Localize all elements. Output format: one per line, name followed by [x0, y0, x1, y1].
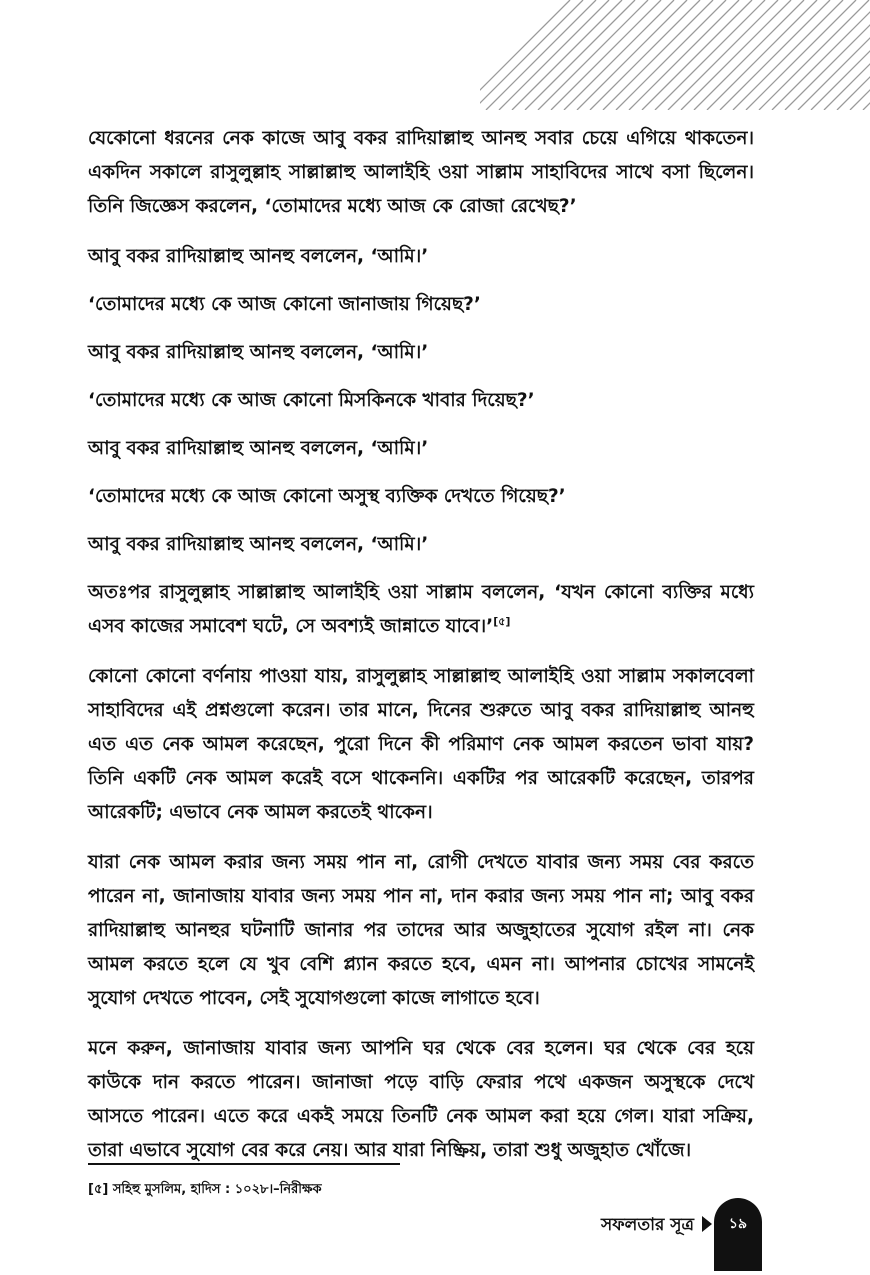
paragraph-11: যারা নেক আমল করার জন্য সময় পান না, রোগী দেখতে যাবার জন্য সময় বের করতে পারেন না, জানাজায় যাবার জন্য সময় পান না, দান করার জন্য সময় পান না; আবু বকর রাদিয়াল্লাহু আনহুর ঘটনাটি জানার পর তাদের আর অজুহাতের সুযোগ রইল না। নেক আমল করতে হলে যে খুব বেশি প্ল্যান করতে হবে, এমন না। আপনার চোখের সামনেই সুযোগ দেখতে পাবেন, সেই সুযোগগুলো কাজে লাগাতে হবে। [88, 852, 754, 1009]
page-number-tab [714, 1198, 762, 1271]
paragraph-2: আবু বকর রাদিয়াল্লাহু আনহু বললেন, ‘আমি।’ [88, 246, 429, 267]
paragraph-7: ‘তোমাদের মধ্যে কে আজ কোনো অসুস্থ ব্যক্তিক দেখতে গিয়েছ?’ [88, 486, 566, 507]
paragraph-4: আবু বকর রাদিয়াল্লাহু আনহু বললেন, ‘আমি।’ [88, 342, 429, 363]
play-arrow-icon [702, 1216, 712, 1232]
paragraph-1: যেকোনো ধরনের নেক কাজে আবু বকর রাদিয়াল্লাহু আনহু সবার চেয়ে এগিয়ে থাকতেন। একদিন সকালে রাসুলুল্লাহ সাল্লাল্লাহু আলাইহি ওয়া সাল্লাম সাহাবিদের সাথে বসা ছিলেন। তিনি জিজ্ঞেস করলেন, ‘তোমাদের মধ্যে আজ কে রোজা রেখেছ?’ [88, 128, 754, 217]
paragraph-10: কোনো কোনো বর্ণনায় পাওয়া যায়, রাসুলুল্লাহ সাল্লাল্লাহু আলাইহি ওয়া সাল্লাম সকালবেলা সাহাবিদের এই প্রশ্নগুলো করেন। তার মানে, দিনের শুরুতে আবু বকর রাদিয়াল্লাহু আনহু এত এত নেক আমল করেছেন, পুরো দিনে কী পরিমাণ নেক আমল করতেন ভাবা যায়? তিনি একটি নেক আমল করেই বসে থাকেননি। একটির পর আরেকটি করেছেন, তারপর আরেকটি; এভাবে নেক আমল করতেই থাকেন। [88, 666, 754, 823]
footnote-ref[interactable]: [৫] [493, 614, 511, 628]
paragraph-3: ‘তোমাদের মধ্যে কে আজ কোনো জানাজায় গিয়েছ?’ [88, 294, 481, 315]
footnote-divider [88, 1163, 400, 1165]
page-number: ১৯ [728, 1216, 748, 1232]
page-footer [450, 1198, 870, 1271]
paragraph-9-text: অতঃপর রাসুলুল্লাহ সাল্লাল্লাহু আলাইহি ওয়া সাল্লাম বললেন, ‘যখন কোনো ব্যক্তির মধ্যে এসব কাজের সমাবেশ ঘটে, সে অবশ্যই জান্নাতে যাবে।’ [88, 582, 754, 637]
paragraph-12: মনে করুন, জানাজায় যাবার জন্য আপনি ঘর থেকে বের হলেন। ঘর থেকে বের হয়ে কাউকে দান করতে পারেন। জানাজা পড়ে বাড়ি ফেরার পথে একজন অসুস্থকে দেখে আসতে পারেন। এতে করে একই সময়ে তিনটি নেক আমল করা হয়ে গেল। যারা সক্রিয়, তারা এভাবে সুযোগ বের করে নেয়। আর যারা নিষ্ক্রিয়, তারা শুধু অজুহাত খোঁজে। [88, 1038, 754, 1161]
paragraph-9 [88, 576, 754, 644]
page-body [88, 122, 754, 1184]
footnote-text: [৫] সহিহু মুসলিম, হাদিস : ১০২৮।–নিরীক্ষক [88, 1182, 322, 1197]
paragraph-6: আবু বকর রাদিয়াল্লাহু আনহু বললেন, ‘আমি।’ [88, 438, 429, 459]
paragraph-5: ‘তোমাদের মধ্যে কে আজ কোনো মিসকিনকে খাবার দিয়েছ?’ [88, 390, 535, 411]
book-title: সফলতার সূত্র [601, 1215, 694, 1235]
paragraph-8: আবু বকর রাদিয়াল্লাহু আনহু বললেন, ‘আমি।’ [88, 534, 429, 555]
decorative-hatch-pattern [480, 0, 870, 110]
